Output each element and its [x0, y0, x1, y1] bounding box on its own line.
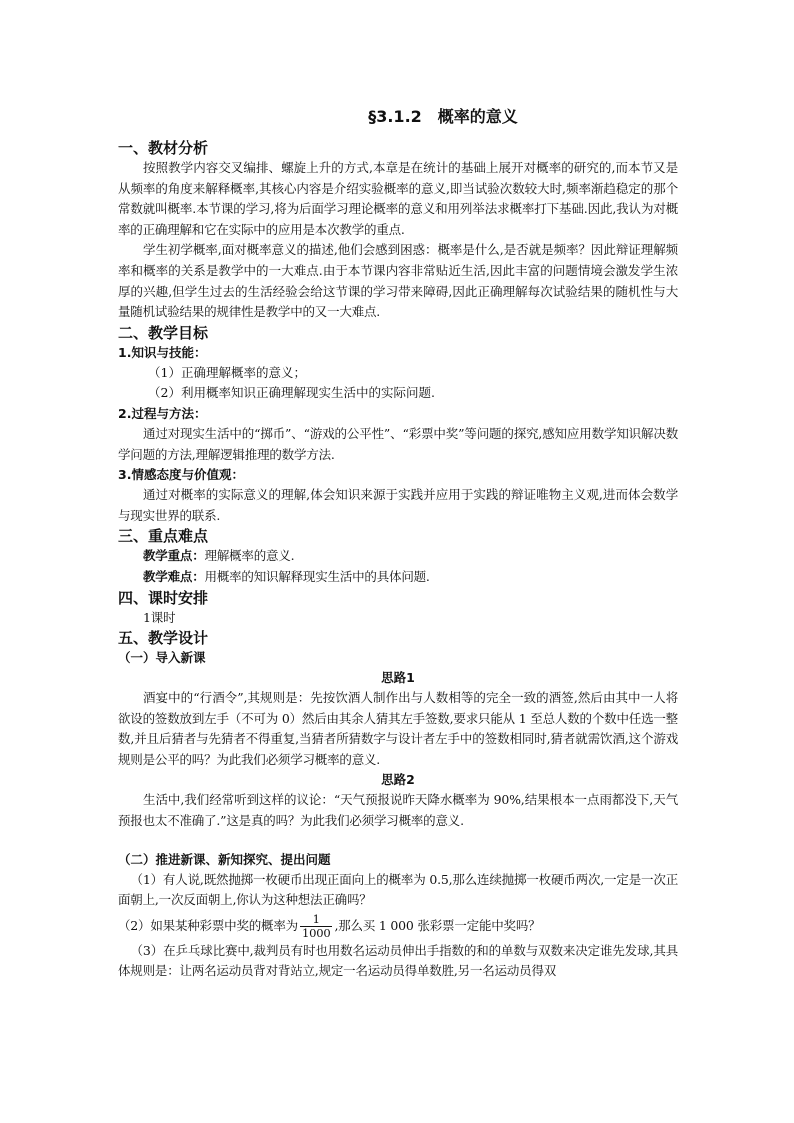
focus-line: [118, 546, 678, 567]
subheading-attitude: 3.情感态度与价值观：: [118, 467, 244, 483]
paragraph: 通过对现实生活中的“掷币”、“游戏的公平性”、“彩票中奖”等问题的探究,感知应用数学知识解决数学问题的方法,理解逻辑推理的数学方法.: [118, 425, 678, 462]
idea-1-title: 思路1: [381, 670, 415, 686]
idea-2-title: 思路2: [381, 772, 415, 788]
section-heading-design: 五、教学设计: [118, 629, 209, 648]
question-2-text-after: ,那么买 1 000 张彩票一定能中奖吗？: [334, 917, 541, 933]
probability-fraction: [300, 913, 332, 940]
subheading-new-lesson: （二）推进新课、新知探究、提出问题: [118, 851, 331, 867]
document-page: [118, 104, 678, 982]
section-heading-schedule: 四、课时安排: [118, 588, 209, 607]
difficulty-line: [118, 567, 678, 588]
section-heading-objectives: 二、教学目标: [118, 323, 209, 342]
paragraph: 生活中,我们经常听到这样的议论：“天气预报说昨天降水概率为 90%,结果根本一点雨都没下,天气预报也太不准确了.”这是真的吗？为此我们必须学习概率的意义.: [118, 792, 678, 829]
question-3: （3）在乒乓球比赛中,裁判员有时也用数名运动员伸出手指数的和的单数与双数来决定谁先发球,其具体规则是：让两名运动员背对背站立,规定一名运动员得单数胜,另一名运动员得双: [118, 942, 678, 979]
question-1: （1）有人说,既然抛掷一枚硬币出现正面向上的概率为 0.5,那么连续抛掷一枚硬币两次,一定是一次正面朝上,一次反面朝上,你认为这种想法正确吗？: [118, 871, 678, 908]
paragraph: 通过对概率的实际意义的理解,体会知识来源于实践并应用于实践的辩证唯物主义观,进而体会数学与现实世界的联系.: [118, 487, 678, 523]
focus-text: 理解概率的意义.: [204, 548, 295, 564]
fraction-denominator: 1000: [301, 925, 331, 940]
paragraph: 酒宴中的“行酒令”,其规则是：先按饮酒人制作出与人数相等的完全一致的酒签,然后由其中一人将欲设的签数放到左手（不可为 0）然后由其余人猜其左手签数,要求只能从 1 至总人数的个数中任选一整数,并且后猜者与先猜者不得重复,当猜者所猜数字与设计者左手中的签数相同时,猜者就需饮酒,这个游戏规则是公平的吗？为此我们必须学习概率的意义.: [118, 690, 678, 767]
subheading-knowledge: 1.知识与技能：: [118, 344, 207, 360]
section-heading-analysis: 一、教材分析: [118, 139, 209, 157]
paragraph: 学生初学概率,面对概率意义的描述,他们会感到困惑：概率是什么,是否就是频率？因此辩证理解频率和概率的关系是教学中的一大难点.由于本节课内容非常贴近生活,因此丰富的问题情境会激发学生浓厚的兴趣,但学生过去的生活经验会给这节课的学习带来障碍,因此正确理解每次试验结果的随机性与大量随机试验结果的规律性是教学中的又一大难点.: [118, 242, 678, 320]
difficulty-label: 教学难点：: [143, 568, 205, 584]
question-2: [118, 911, 678, 941]
fraction-numerator: 1: [312, 911, 320, 926]
list-item: （2）利用概率知识正确理解现实生活中的实际问题.: [148, 385, 435, 401]
subheading-introduction: （一）导入新课: [118, 650, 206, 666]
difficulty-text: 用概率的知识解释现实生活中的具体问题.: [204, 568, 430, 584]
focus-label: 教学重点：: [143, 548, 205, 564]
question-2-text-before: （2）如果某种彩票中奖的概率为: [118, 917, 298, 933]
page-title: §3.1.2 概率的意义: [368, 107, 518, 126]
spacer: [118, 832, 678, 850]
subheading-process: 2.过程与方法：: [118, 405, 207, 421]
list-item: （1）正确理解概率的意义；: [148, 364, 306, 380]
section-heading-key-points: 三、重点难点: [118, 527, 209, 546]
paragraph: 1课时: [143, 609, 176, 625]
paragraph: 按照教学内容交叉编排、螺旋上升的方式,本章是在统计的基础上展开对概率的研究的,而本节又是从频率的角度来解释概率,其核心内容是介绍实验概率的意义,即当试验次数较大时,频率渐趋稳定的那个常数就叫概率.本节课的学习,将为后面学习理论概率的意义和用列举法求概率打下基础.因此,我认为对概率的正确理解和它在实际中的应用是本次教学的重点.: [118, 160, 678, 237]
